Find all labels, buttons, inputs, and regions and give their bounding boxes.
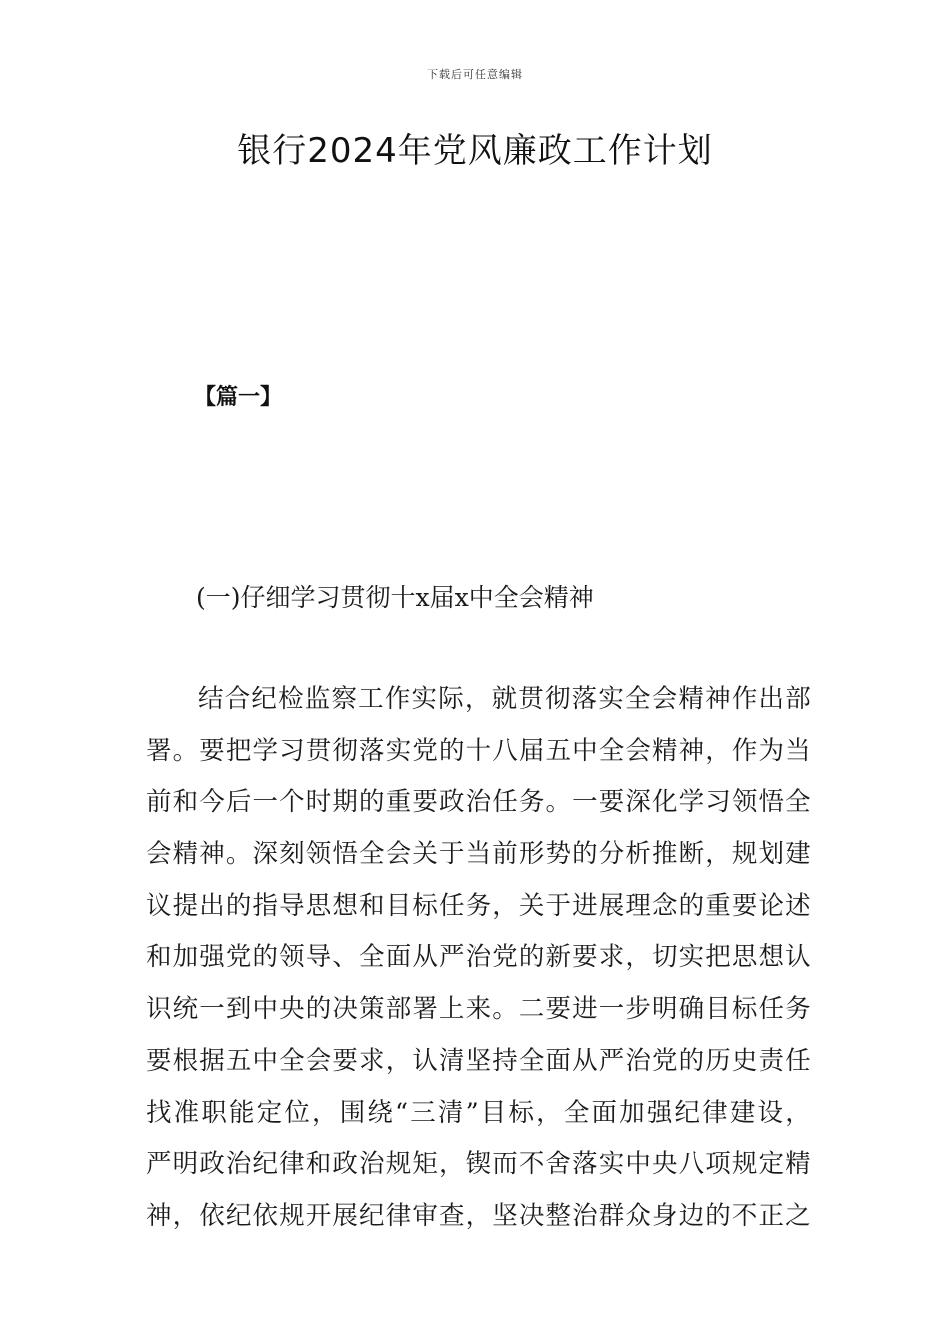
body-line: 严明政治纪律和政治规矩，锲而不舍落实中央八项规定精 xyxy=(146,1149,811,1180)
section-subheading: (一)仔细学习贯彻十x届x中全会精神 xyxy=(196,583,594,612)
body-line: 要根据五中全会要求，认清坚持全面从严治党的历史责任 xyxy=(146,1045,811,1076)
body-line: 署。要把学习贯彻落实党的十八届五中全会精神，作为当 xyxy=(146,735,811,766)
body-line: 识统一到中央的决策部署上来。二要进一步明确目标任务 xyxy=(146,994,811,1025)
body-line: 前和今后一个时期的重要政治任务。一要深化学习领悟全 xyxy=(146,787,811,818)
body-line: 会精神。深刻领悟全会关于当前形势的分析推断，规划建 xyxy=(146,839,811,870)
page-header-note: 下载后可任意编辑 xyxy=(427,68,523,81)
body-line: 找准职能定位，围绕“三清”目标，全面加强纪律建设， xyxy=(146,1097,811,1128)
body-line: 神，依纪依规开展纪律审查，坚决整治群众身边的不正之 xyxy=(146,1200,811,1231)
body-line: 和加强党的领导、全面从严治党的新要求，切实把思想认 xyxy=(146,942,811,973)
body-line: 议提出的指导思想和目标任务，关于进展理念的重要论述 xyxy=(146,890,811,921)
document-title: 银行2024年党风廉政工作计划 xyxy=(237,131,713,171)
section-mark: 【篇一】 xyxy=(194,385,283,410)
body-line: 结合纪检监察工作实际，就贯彻落实全会精神作出部 xyxy=(198,684,811,714)
body-paragraph xyxy=(146,679,811,1248)
